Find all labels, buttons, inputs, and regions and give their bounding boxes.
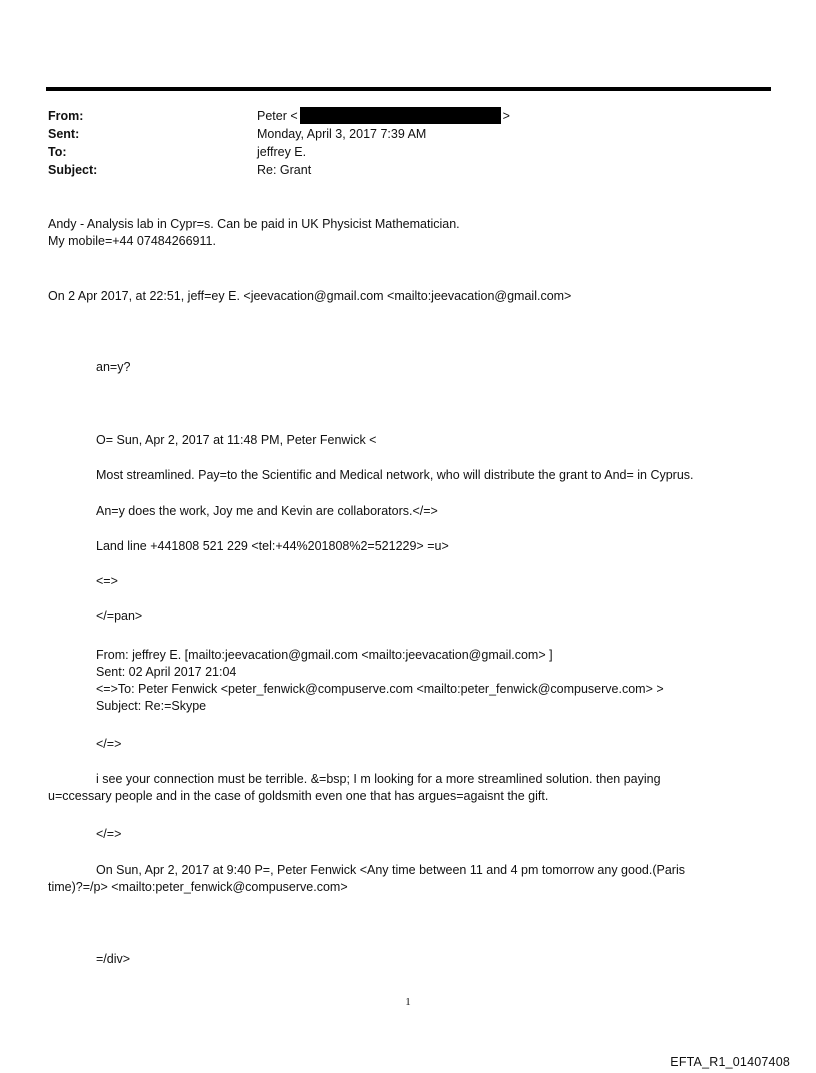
quoted-tag-5: =/div> <box>96 952 131 966</box>
page-number: 1 <box>405 996 411 1008</box>
quoted-tag-4: </=> <box>96 827 122 841</box>
quote-header: On 2 Apr 2017, at 22:51, jeff=ey E. <jeevacation@gmail.com <mailto:jeevacation@gmail.com> <box>48 289 572 303</box>
paragraph-any-time-line-2: time)?=/p> <mailto:peter_fenwick@compuserve.com> <box>48 880 348 894</box>
quoted-any: an=y? <box>96 360 131 374</box>
redaction-box <box>300 107 501 124</box>
document-id: EFTA_R1_01407408 <box>670 1055 790 1069</box>
from-close: > <box>502 109 510 123</box>
fwd-from: From: jeffrey E. [mailto:jeevacation@gmail.com <mailto:jeevacation@gmail.com> ] <box>96 648 553 662</box>
paragraph-connection <box>48 771 738 805</box>
from-name: Peter < <box>257 109 298 123</box>
paragraph-connection-text-1: i see your connection must be terrible. &=bsp; I m looking for a more streamlined solution. then paying <box>96 772 661 786</box>
paragraph-any-time-text-1: On Sun, Apr 2, 2017 at 9:40 P=, Peter Fenwick <Any time between 11 and 4 pm tomorrow any good.(Paris <box>96 863 685 877</box>
quoted-tag-1: <=> <box>96 574 118 588</box>
to-row <box>48 143 728 161</box>
from-row <box>48 107 728 125</box>
fwd-subject: Subject: Re:=Skype <box>96 699 207 713</box>
sent-row <box>48 125 728 143</box>
from-value <box>257 107 728 125</box>
subject-value: Re: Grant <box>257 163 312 177</box>
to-label: To: <box>48 145 67 159</box>
quoted-andy-work: An=y does the work, Joy me and Kevin are collaborators.</=> <box>96 504 438 518</box>
paragraph-any-time-line-1 <box>48 862 738 879</box>
subject-row <box>48 161 728 179</box>
paragraph-connection-line-1 <box>48 771 738 788</box>
intro-line-1: Andy - Analysis lab in Cypr=s. Can be paid in UK Physicist Mathematician. <box>48 217 460 231</box>
from-label: From: <box>48 109 84 123</box>
paragraph-connection-line-2: u=ccessary people and in the case of goldsmith even one that has argues=agaisnt the gift. <box>48 789 549 803</box>
paragraph-any-time <box>48 862 738 896</box>
subject-label: Subject: <box>48 163 98 177</box>
email-header <box>48 107 728 179</box>
quoted-tag-3: </=> <box>96 737 122 751</box>
header-rule <box>46 87 771 91</box>
intro-line-2: My mobile=+44 07484266911. <box>48 234 216 248</box>
fwd-to: <=>To: Peter Fenwick <peter_fenwick@compuserve.com <mailto:peter_fenwick@compuserve.com> > <box>96 682 664 696</box>
quoted-land-line: Land line +441808 521 229 <tel:+44%201808%2=521229> =u> <box>96 539 449 553</box>
to-value: jeffrey E. <box>257 145 307 159</box>
quoted-tag-2: </=pan> <box>96 609 143 623</box>
sent-label: Sent: <box>48 127 80 141</box>
quoted-streamlined: Most streamlined. Pay=to the Scientific and Medical network, who will distribute the grant to And= in Cyprus. <box>96 468 694 482</box>
fwd-sent: Sent: 02 April 2017 21:04 <box>96 665 237 679</box>
quoted-on-sun: O= Sun, Apr 2, 2017 at 11:48 PM, Peter Fenwick < <box>96 433 377 447</box>
sent-value: Monday, April 3, 2017 7:39 AM <box>257 127 427 141</box>
